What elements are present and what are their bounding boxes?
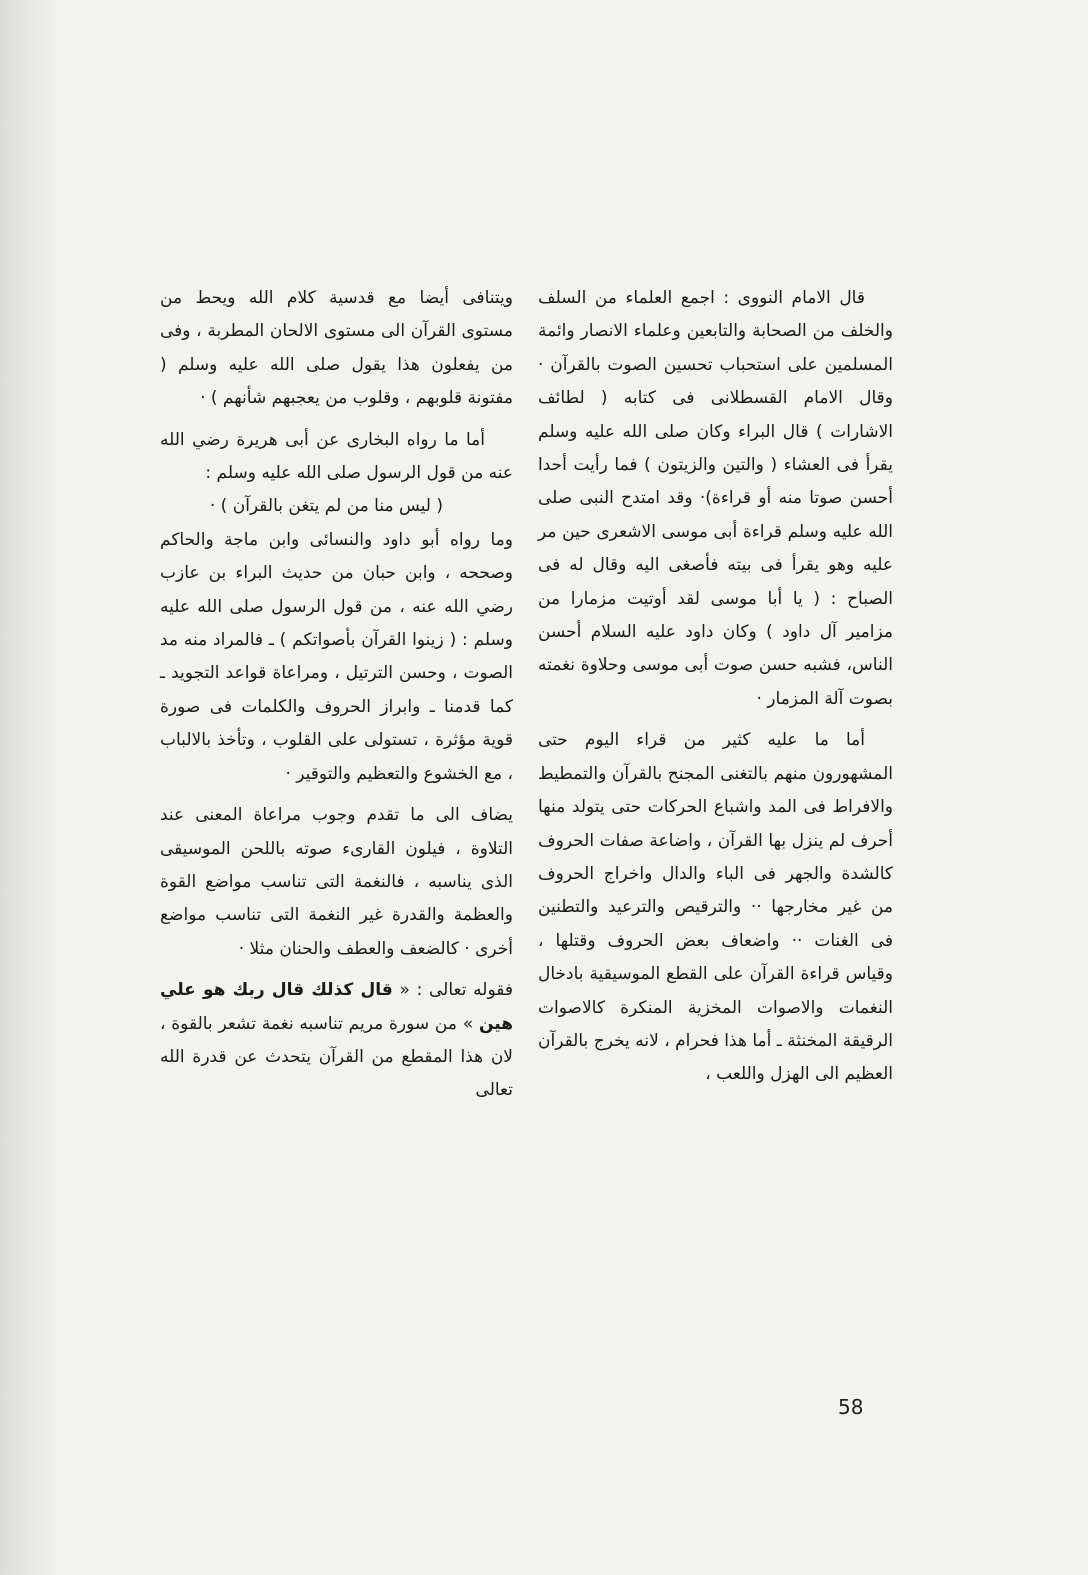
- paragraph: أما ما رواه البخارى عن أبى هريرة رضي الله عنه من قول الرسول صلى الله عليه وسلم :: [160, 429, 513, 484]
- page-number: 58: [838, 1395, 864, 1419]
- paragraph: قال الامام النووى : اجمع العلماء من السلف والخلف من الصحابة والتابعين وعلماء الانصار وائمة المسلمين على استحباب تحسين الصوت بالقرآن · وقال الامام القسطلانى فى كتابه ( لطائف الاشارات ) قال البراء وكان صلى الله عليه وسلم يقرأ فى العشاء ( والتين والزيتون ) فما رأيت أحدا أحسن صوتا منه أو قراءة)· وقد امتدح النبى صلى الله عليه وسلم قراءة أبى موسى الاشعرى حين مر عليه وهو يقرأ فى بيته فأصغى اليه وقال له فى الصباح : ( يا أبا موسى لقد أوتيت مزمارا من مزامير آل داود ) وكان داود عليه السلام أحسن الناس، فشبه حسن صوت أبى موسى وحلاوة نغمته بصوت آلة المزمار ·: [538, 288, 893, 709]
- paragraph: وما رواه أبو داود والنسائى وابن ماجة والحاكم وصححه ، وابن حبان من حديث البراء بن عازب رضي الله عنه ، من قول الرسول صلى الله عليه وسلم : ( زينوا القرآن بأصواتكم ) ـ فالمراد منه مد الصوت ، وحسن الترتيل ، ومراعاة قواعد التجويد ـ كما قدمنا ـ وابراز الحروف والكلمات فى صورة قوية مؤثرة ، تستولى على القلوب ، وتأخذ بالالباب ، مع الخشوع والتعظيم والتوقير ·: [160, 529, 513, 784]
- right-text-column: [538, 282, 893, 1092]
- page-edge-shadow: [0, 0, 60, 1575]
- paragraph: [160, 974, 513, 1108]
- paragraph: يضاف الى ما تقدم وجوب مراعاة المعنى عند التلاوة ، فيلون القارىء صوته باللحن الموسيقى الذى يناسبه ، فالنغمة التى تناسب مواضع القوة والعظمة والقدرة غير النغمة التى تناسب مواضع أخرى · كالضعف والعطف والحنان مثلا ·: [160, 805, 513, 959]
- quran-verse: قال كذلك قال ربك هو علي هين: [160, 980, 513, 1034]
- paragraph: أما ما عليه كثير من قراء اليوم حتى المشهورون منهم بالتغنى المجنح بالقرآن والتمطيط والافراط فى المد واشباع الحركات حتى يتولد منها أحرف لم ينزل بها القرآن ، واضاعة صفات الحروف كالشدة والجهر فى الباء والدال واخراج الحروف من غير مخارجها ·· والترقيص والترعيد والتطنين فى الغنات ·· واضعاف بعض الحروف وقتلها ، وقياس قراءة القرآن على القطع الموسيقية بادخال النغمات والاصوات المخزية المنكرة كالاصوات الرقيقة المخنثة ـ أما هذا فحرام ، لانه يخرج بالقرآن العظيم الى الهزل واللعب ،: [538, 730, 893, 1085]
- hadith-quote: ( ليس منا من لم يتغن بالقرآن ) ·: [209, 496, 443, 517]
- paragraph-rest: » من سورة مريم تناسبه نغمة تشعر بالقوة ، لان هذا المقطع من القرآن يتحدث عن قدرة الله تعالى: [160, 1013, 513, 1101]
- paragraph: ويتنافى أيضا مع قدسية كلام الله ويحط من مستوى القرآن الى مستوى الالحان المطربة ، وفى من يفعلون هذا يقول صلى الله عليه وسلم ( مفتونة قلوبهم ، وقلوب من يعجبهم شأنهم ) ·: [160, 288, 513, 409]
- paragraph-start: فقوله تعالى : «: [392, 980, 513, 1001]
- left-text-column: [160, 282, 513, 1108]
